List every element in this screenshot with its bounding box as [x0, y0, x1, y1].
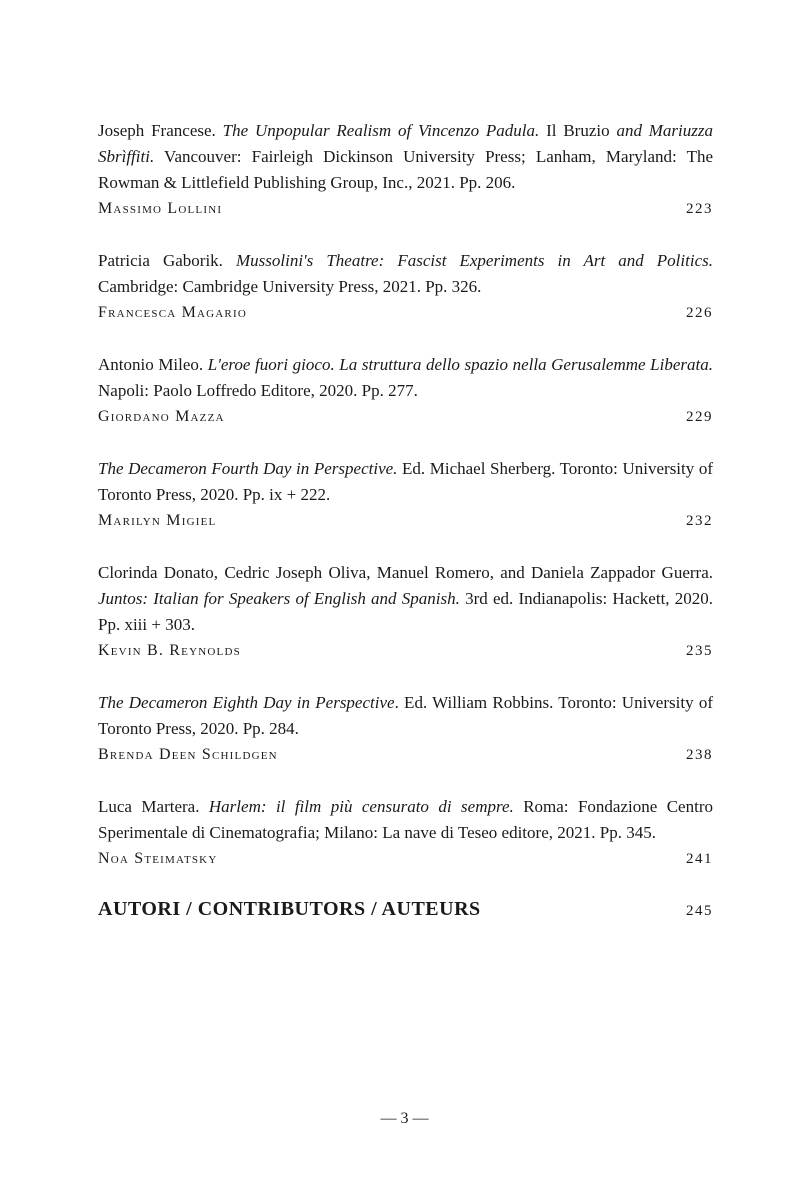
citation-text: Cambridge: Cambridge University Press, 2021. Pp. 326. [98, 277, 482, 296]
citation-title-italic: Juntos: Italian for Speakers of English and Spanish. [98, 589, 460, 608]
review-entry [98, 560, 713, 664]
reviewer-name: Noa Steimatsky [98, 850, 218, 867]
entry-page-number: 235 [686, 643, 713, 659]
review-entry [98, 794, 713, 872]
reviewer-line [98, 196, 713, 222]
review-citation [98, 352, 713, 404]
reviewer-line [98, 638, 713, 664]
reviewer-name: Giordano Mazza [98, 408, 225, 425]
entry-page-number: 241 [686, 851, 713, 867]
citation-title-italic: The Decameron Fourth Day in Perspective. [98, 459, 398, 478]
review-entries [98, 118, 713, 872]
citation-text: 3rd ed. Indianapolis: Hackett, 2020. Pp. xiii + 303. [98, 589, 714, 634]
reviewer-name: Francesca Magario [98, 304, 247, 321]
citation-text: Antonio Mileo. [98, 355, 208, 374]
reviewer-name: Kevin B. Reynolds [98, 642, 241, 659]
entry-page-number: 232 [686, 513, 713, 529]
review-entry [98, 352, 713, 430]
reviewer-line [98, 404, 713, 430]
review-entry [98, 690, 713, 768]
citation-text: Luca Martera. [98, 797, 209, 816]
entry-page-number: 226 [686, 305, 713, 321]
review-entry [98, 456, 713, 534]
reviewer-line [98, 508, 713, 534]
citation-text: . Ed. William Robbins. Toronto: University of Toronto Press, 2020. Pp. 284. [98, 693, 713, 738]
reviewer-line [98, 742, 713, 768]
citation-title-italic: Mussolini's Theatre: Fascist Experiments in Art and Politics. [235, 251, 713, 270]
citation-title-italic: The Unpopular Realism of Vincenzo Padula. [222, 121, 540, 140]
citation-text: Vancouver: Fairleigh Dickinson University Press; Lanham, Maryland: The Rowman & Littlefield Publishing Group, Inc., 2021. Pp. 206. [98, 147, 713, 192]
review-citation [98, 794, 713, 846]
citation-text: Roma: Fondazione Centro Sperimentale di Cinematografia; Milano: La nave di Teseo editore, 2021. Pp. 345. [98, 797, 713, 842]
citation-text: Napoli: Paolo Loffredo Editore, 2020. Pp. 277. [98, 381, 418, 400]
reviewer-line [98, 846, 713, 872]
review-citation [98, 456, 713, 508]
review-citation [98, 248, 713, 300]
reviewer-name: Marilyn Migiel [98, 512, 217, 529]
contributors-section [98, 898, 713, 921]
entry-page-number: 229 [686, 409, 713, 425]
review-citation [98, 118, 713, 196]
citation-text: Clorinda Donato, Cedric Joseph Oliva, Manuel Romero, and Daniela Zappador Guerra. [98, 563, 713, 582]
citation-title-italic: Harlem: il film più censurato di sempre. [208, 797, 514, 816]
citation-text: Joseph Francese. [98, 121, 223, 140]
page-footer-number: — 3 — [380, 1110, 429, 1127]
table-of-contents [98, 118, 713, 921]
citation-title-italic: The Decameron Eighth Day in Perspective [98, 693, 395, 712]
section-title: AUTORI / CONTRIBUTORS / AUTEURS [98, 898, 481, 920]
citation-text: Il Bruzio [539, 121, 617, 140]
reviewer-line [98, 300, 713, 326]
review-entry [98, 248, 713, 326]
section-page-number: 245 [686, 903, 713, 919]
citation-title-italic: L'eroe fuori gioco. La struttura dello spazio nella Gerusalemme Liberata. [207, 355, 713, 374]
citation-text: Ed. Michael Sherberg. Toronto: University of Toronto Press, 2020. Pp. ix + 222. [98, 459, 714, 504]
entry-page-number: 238 [686, 747, 713, 763]
review-entry [98, 118, 713, 222]
entry-page-number: 223 [686, 201, 713, 217]
citation-text: Patricia Gaborik. [98, 251, 236, 270]
reviewer-name: Brenda Deen Schildgen [98, 746, 278, 763]
reviewer-name: Massimo Lollini [98, 200, 223, 217]
citation-title-italic: and Mariuzza Sbrìffiti. [98, 121, 713, 166]
review-citation [98, 690, 713, 742]
review-citation [98, 560, 713, 638]
